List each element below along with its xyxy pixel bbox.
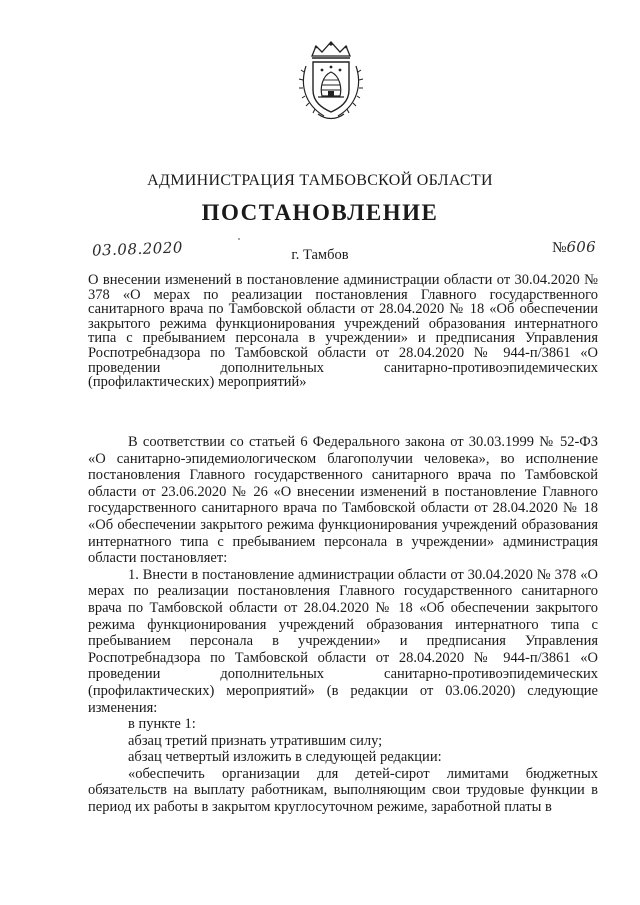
paragraph-3-text: абзац третий признать утратившим силу;: [128, 732, 383, 749]
document-number: [552, 238, 596, 257]
document-city: г. Тамбов: [291, 247, 349, 263]
item-1-paragraph: 1. Внести в постановление администрации области от 30.04.2020 № 378 «О мерах по реализации постановления Главного государственного санитарного врача по Тамбовской области от 28.04.2020 № 18 «Об обеспечении закрытого режима функционирования учреждений образования интернатного типа с пребыванием персонала в учреждении» и предписания Управления Роспотребнадзора по Тамбовской области от 28.04.2020 № 944-п/3861 «О проведении дополнительных санитарно-противоэпидемических (профилактических) мероприятий» (в редакции от 03.06.2020) следующие изменения:: [88, 566, 598, 716]
point-1-paragraph: в пункте 1:: [128, 716, 196, 733]
document-type: ПОСТАНОВЛЕНИЕ: [201, 200, 439, 225]
organization-name: АДМИНИСТРАЦИЯ ТАМБОВСКОЙ ОБЛАСТИ: [147, 172, 493, 189]
paragraph-4-text: абзац четвертый изложить в следующей редакции:: [128, 749, 442, 766]
quote-paragraph: «обеспечить организации для детей-сирот лимитами бюджетных обязательств на выплату работникам, выполняющим свои трудовые функции в период их работы в закрытом круглосуточном режиме, заработной платы в: [88, 765, 598, 816]
number-value: 606: [566, 238, 596, 256]
document-body: [88, 434, 598, 816]
document-date: 03.08.2020: [91, 238, 184, 260]
stray-mark: [238, 238, 240, 240]
coat-of-arms-icon: [298, 40, 364, 122]
number-sign: №: [552, 240, 567, 256]
document-title: [88, 273, 598, 390]
title-text: О внесении изменений в постановление администрации области от 30.04.2020 № 378 «О мерах по реализации постановления Главного государственного санитарного врача по Тамбовской области от 28.04.2020 № 18 «Об обеспечении закрытого режима функционирования учреждений образования интернатного типа с пребыванием персонала в учреждении» и предписания Управления Роспотребнадзора по Тамбовской области от 28.04.2020 № 944-п/3861 «О проведении дополнительных санитарно-противоэпидемических (профилактических) мероприятий»: [88, 272, 598, 391]
preamble-paragraph: В соответствии со статьей 6 Федерального закона от 30.03.1999 № 52-ФЗ «О санитарно-эпидемиологическом благополучии человека», во исполнение постановления Главного государственного санитарного врача по Тамбовской области от 23.06.2020 № 26 «О внесении изменений в постановление Главного государственного санитарного врача по Тамбовской области от 28.04.2020 № 18 «Об обеспечении закрытого режима функционирования учреждений образования интернатного типа с пребыванием персонала в учреждении» администрация области постановляет:: [88, 434, 598, 567]
